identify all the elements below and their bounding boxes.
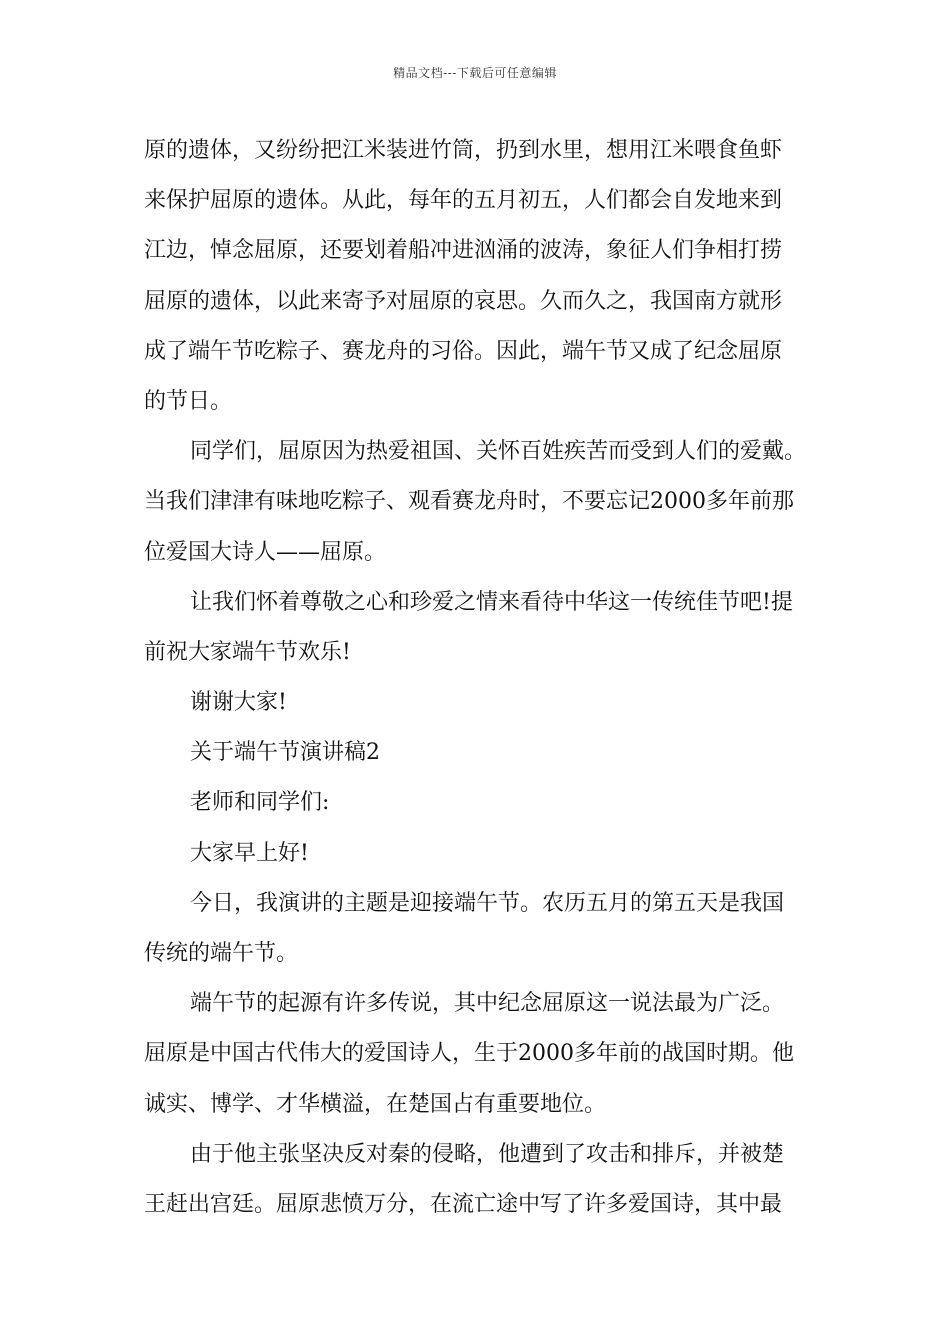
text-line: 王赶出宫廷。屈原悲愤万分，在流亡途中写了许多爱国诗，其中最: [144, 1191, 783, 1217]
text-line: 同学们，屈原因为热爱祖国、关怀百姓疾苦而受到人们的爱戴。: [190, 439, 807, 465]
page-header: 精品文档---下载后可任意编辑: [393, 66, 557, 80]
text-line: 当我们津津有味地吃粽子、观看赛龙舟时，不要忘记2000多年前那: [144, 489, 794, 515]
text-line: 前祝大家端午节欢乐!: [144, 639, 351, 665]
text-line: 关于端午节演讲稿2: [190, 740, 380, 766]
text-line: 屈原的遗体，以此来寄予对屈原的哀思。久而久之，我国南方就形: [144, 288, 783, 314]
text-line: 屈原是中国古代伟大的爱国诗人，生于2000多年前的战国时期。他: [144, 1041, 794, 1067]
text-line: 成了端午节吃粽子、赛龙舟的习俗。因此，端午节又成了纪念屈原: [144, 338, 783, 364]
text-line: 来保护屈原的遗体。从此，每年的五月初五，人们都会自发地来到: [144, 188, 783, 214]
text-line: 传统的端午节。: [144, 941, 299, 966]
text-line: 位爱国大诗人——屈原。: [144, 539, 387, 565]
text-line: 老师和同学们:: [190, 790, 330, 816]
text-line: 端午节的起源有许多传说，其中纪念屈原这一说法最为广泛。: [190, 991, 785, 1017]
text-line: 让我们怀着尊敬之心和珍爱之情来看待中华这一传统佳节吧!提: [190, 589, 793, 615]
text-line: 谢谢大家!: [190, 690, 287, 716]
text-line: 大家早上好!: [190, 840, 309, 866]
text-line: 江边，悼念屈原，还要划着船冲进汹涌的波涛，象征人们争相打捞: [144, 238, 783, 264]
document-body: [144, 126, 834, 1230]
text-line: 今日，我演讲的主题是迎接端午节。农历五月的第五天是我国: [190, 890, 785, 916]
text-line: 诚实、博学、才华横溢，在楚国占有重要地位。: [144, 1091, 607, 1117]
text-line: 的节日。: [144, 388, 233, 414]
text-line: 由于他主张坚决反对秦的侵略，他遭到了攻击和排斥，并被楚: [190, 1141, 785, 1167]
text-line: 原的遗体，又纷纷把江米装进竹筒，扔到水里，想用江米喂食鱼虾: [144, 138, 783, 163]
